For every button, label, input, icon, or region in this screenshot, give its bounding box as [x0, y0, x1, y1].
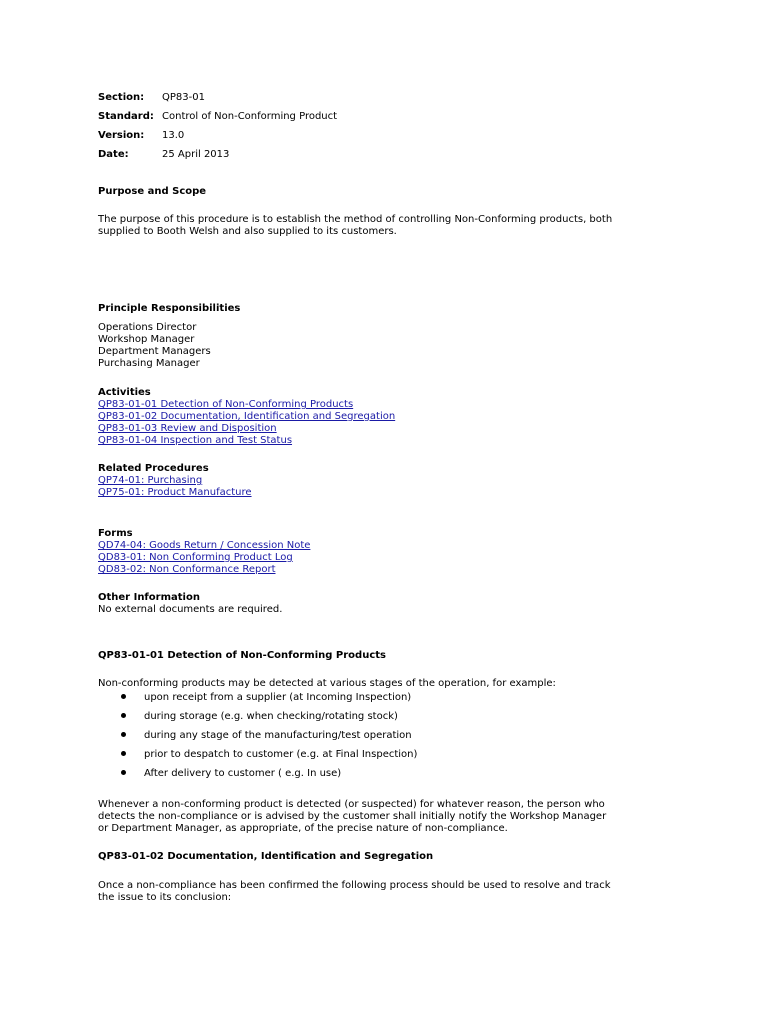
forms-heading: Forms [98, 528, 133, 539]
version-label: Version: [98, 130, 145, 141]
purpose-heading: Purpose and Scope [98, 186, 207, 197]
bullet-dot [121, 732, 126, 737]
purpose-text: The purpose of this procedure is to establish the method of controlling Non-Conforming products, both supplied to Booth Welsh and also supplied to its customers. [98, 214, 613, 237]
responsibility-item: Purchasing Manager [98, 358, 200, 369]
activity-link-02[interactable]: QP83-01-02 Documentation, Identification and Segregation [98, 411, 396, 422]
list-item: After delivery to customer ( e.g. In use) [144, 768, 342, 779]
other-heading: Other Information [98, 592, 200, 603]
section-label: Section: [98, 92, 145, 103]
bullet-dot [121, 770, 126, 775]
form-link-qd83-02[interactable]: QD83-02: Non Conformance Report [98, 564, 276, 575]
other-text: No external documents are required. [98, 604, 283, 615]
activity-link-04[interactable]: QP83-01-04 Inspection and Test Status [98, 435, 293, 446]
list-item: during any stage of the manufacturing/test operation [144, 730, 412, 741]
standard-value: Control of Non-Conforming Product [162, 111, 338, 122]
bullet-dot [121, 751, 126, 756]
responsibility-item: Operations Director [98, 322, 197, 333]
section1-text: Whenever a non-conforming product is detected (or suspected) for whatever reason, the person who detects the non-compliance or is advised by the customer shall initially notify the Workshop Manager or Department Manager, as appropriate, of the precise nature of non-compliance. [98, 799, 607, 834]
bullet-dot [121, 694, 126, 699]
bullet-dot [121, 713, 126, 718]
activity-link-03[interactable]: QP83-01-03 Review and Disposition [98, 423, 277, 434]
form-link-qd74-04[interactable]: QD74-04: Goods Return / Concession Note [98, 540, 311, 551]
date-label: Date: [98, 149, 129, 160]
responsibility-item: Department Managers [98, 346, 211, 357]
date-value: 25 April 2013 [162, 149, 230, 160]
related-heading: Related Procedures [98, 463, 209, 474]
related-link-manufacture[interactable]: QP75-01: Product Manufacture [98, 487, 252, 498]
section-value: QP83-01 [162, 92, 205, 103]
responsibilities-heading: Principle Responsibilities [98, 303, 241, 314]
section2-text: Once a non-compliance has been confirmed the following process should be used to resolve and track the issue to its conclusion: [98, 880, 611, 903]
list-item: upon receipt from a supplier (at Incoming Inspection) [144, 692, 412, 703]
form-link-qd83-01[interactable]: QD83-01: Non Conforming Product Log [98, 552, 293, 563]
responsibility-item: Workshop Manager [98, 334, 195, 345]
list-item: prior to despatch to customer (e.g. at Final Inspection) [144, 749, 418, 760]
activities-heading: Activities [98, 387, 151, 398]
section2-heading: QP83-01-02 Documentation, Identification and Segregation [98, 851, 434, 862]
section1-intro: Non-conforming products may be detected at various stages of the operation, for example: [98, 678, 556, 689]
list-item: during storage (e.g. when checking/rotating stock) [144, 711, 398, 722]
standard-label: Standard: [98, 111, 154, 122]
related-link-purchasing[interactable]: QP74-01: Purchasing [98, 475, 203, 486]
activity-link-01[interactable]: QP83-01-01 Detection of Non-Conforming Products [98, 399, 354, 410]
section1-heading: QP83-01-01 Detection of Non-Conforming Products [98, 650, 386, 661]
version-value: 13.0 [162, 130, 185, 141]
